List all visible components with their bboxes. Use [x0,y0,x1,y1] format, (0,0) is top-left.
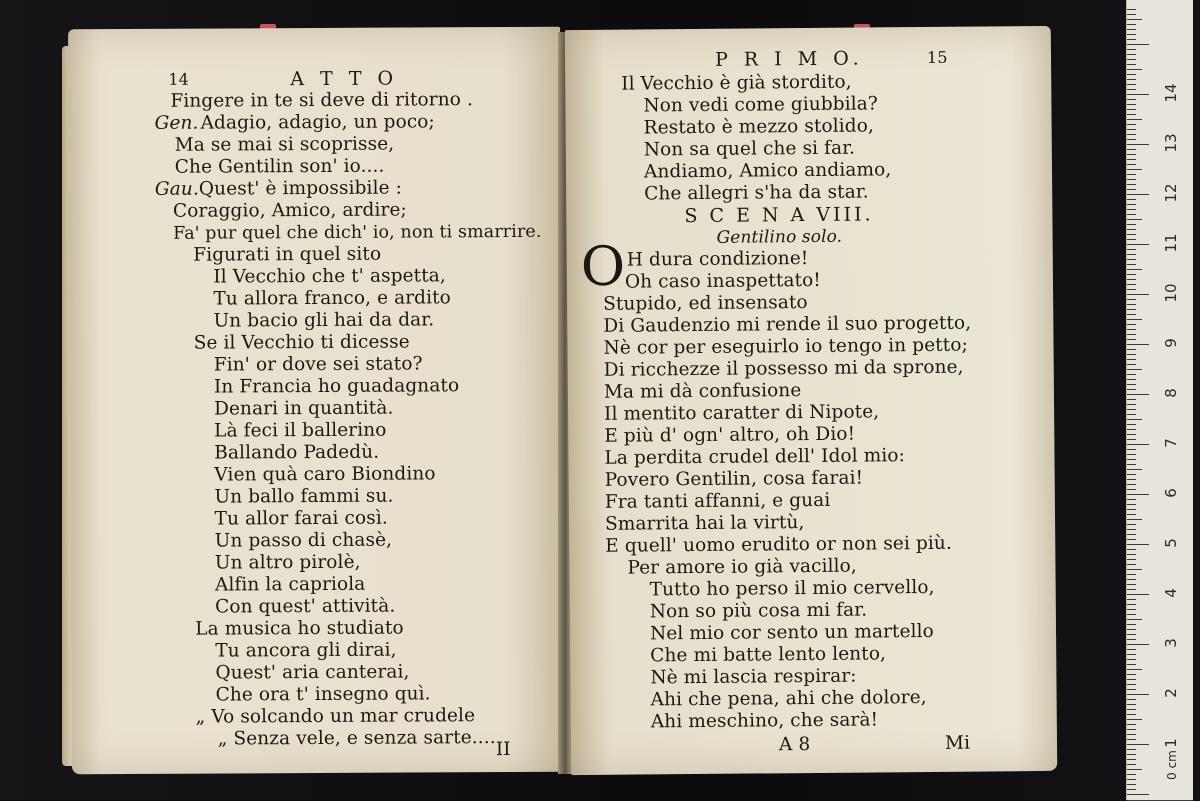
ruler-tick [1127,569,1142,570]
verse-line: Con quest' attività. [215,595,396,618]
ruler-tick [1127,159,1136,160]
ruler-tick [1127,534,1136,535]
ruler-tick [1127,64,1136,65]
ruler-tick [1127,224,1136,225]
left-page [68,27,564,775]
ruler-tick [1127,354,1136,355]
verse-line: Quest' è impossibile : [198,177,402,200]
ruler-tick [1127,39,1136,40]
ruler-tick [1127,99,1136,100]
ruler-tick [1127,579,1136,580]
ruler-tick [1127,49,1136,50]
verse-line: Nè mi lascia respirar: [650,665,857,689]
verse-line: Se il Vecchio ti dicesse [193,331,410,354]
verse-line: Un ballo fammi su. [214,485,394,508]
ruler-tick [1127,689,1136,690]
ruler-tick [1127,179,1136,180]
verse-line: Denari in quantità. [213,397,394,420]
verse-line: Fin' or dove sei stato? [213,353,423,376]
ruler-tick [1127,399,1136,400]
ruler-tick [1127,739,1136,740]
measuring-ruler [1126,0,1193,800]
ruler-tick [1127,449,1136,450]
ruler-number: 9 [1162,338,1180,348]
verse-line: Smarrita hai la virtù, [604,512,805,535]
scene-title: S C E N A VIII. [684,203,874,228]
ruler-tick [1127,199,1136,200]
open-book [62,28,1062,776]
verse-line: Ma se mai si scoprisse, [174,133,395,156]
ruler-tick [1127,604,1136,605]
verse-line: Tu allor farai così. [214,507,388,530]
ruler-tick [1127,289,1136,290]
ruler-tick [1127,744,1149,745]
ruler-tick [1127,314,1136,315]
ruler-tick [1127,349,1136,350]
verse-line: Quest' aria canterai, [215,661,410,684]
ruler-tick [1127,684,1136,685]
ruler-tick [1127,79,1136,80]
ruler-tick [1127,759,1136,760]
ruler-tick [1127,214,1136,215]
verse-line: Di ricchezze il possesso mi da sprone, [603,356,964,381]
ruler-tick [1127,529,1136,530]
ruler-number: 12 [1162,183,1180,203]
ruler-tick [1127,769,1142,770]
signature-mark: A 8 [778,734,811,756]
verse-line: Là feci il ballerino [214,419,387,442]
verse-line: „ Vo solcando un mar crudele [195,705,476,728]
verse-line: Un altro pirolè, [214,551,361,574]
ruler-number: 5 [1162,538,1180,548]
ruler-tick [1127,29,1136,30]
page-number-left: 14 [168,69,189,89]
ruler-tick [1127,444,1149,445]
ruler-tick [1127,139,1136,140]
ruler-tick [1127,264,1136,265]
ruler-tick [1127,734,1136,735]
ruler-tick [1127,494,1149,495]
ruler-tick [1127,504,1136,505]
ruler-tick [1127,274,1136,275]
ruler-tick [1127,259,1136,260]
ruler-tick [1127,514,1136,515]
ruler-number: 1 [1162,738,1180,748]
verse-line: E quell' uomo erudito or non sei più. [605,532,952,557]
ruler-tick [1127,134,1136,135]
ruler-tick [1127,599,1136,600]
ruler-tick [1127,609,1136,610]
ruler-number: 13 [1162,133,1180,153]
verse-line: Di Gaudenzio mi rende il suo progetto, [603,312,972,337]
verse-line: Povero Gentilin, cosa farai! [604,467,864,491]
verse-line: In Francia ho guadagnato [213,375,460,398]
verse-line: Per amore io già vacillo, [627,555,857,579]
ruler-tick [1127,489,1136,490]
ruler-tick [1127,89,1136,90]
ruler-tick [1127,249,1136,250]
ruler-tick [1127,589,1136,590]
verse-line: „ Senza vele, e senza sarte.... [217,727,496,750]
drop-cap: O [580,234,626,299]
ruler-tick [1127,479,1136,480]
ruler-number: 6 [1162,488,1180,498]
ruler-number: 4 [1162,588,1180,598]
ruler-tick [1127,74,1136,75]
ruler-tick [1127,594,1149,595]
ruler-tick [1127,299,1136,300]
ruler-tick [1127,69,1142,70]
ruler-tick [1127,119,1142,120]
ruler-tick [1127,144,1149,145]
verse-line: Figurati in quel sito [193,243,382,266]
ruler-tick [1127,544,1149,545]
ruler-tick [1127,429,1136,430]
verse-line: Stupido, ed insensato [603,292,808,315]
ruler-number: 8 [1162,388,1180,398]
ruler-tick [1127,549,1136,550]
ruler-tick [1127,109,1136,110]
ruler-number: 2 [1162,688,1180,698]
ruler-tick [1127,244,1149,245]
ruler-tick [1127,374,1136,375]
verse-line: Ma mi dà confusione [603,380,802,403]
verse-line: Il Vecchio è già stordito, [621,71,852,95]
verse-line: Un bacio gli hai da dar. [213,309,435,332]
ruler-tick [1127,434,1136,435]
scene-subtitle: Gentilino solo. [716,226,843,248]
ruler-tick [1127,709,1136,710]
ruler-tick [1127,424,1136,425]
ruler-tick [1127,649,1136,650]
right-page [565,26,1057,775]
ruler-tick [1127,719,1142,720]
ruler-tick [1127,319,1142,320]
ruler-tick [1127,364,1136,365]
ruler-tick [1127,704,1136,705]
verse-line: Restato è mezzo stolido, [643,115,874,139]
running-head-left: A T T O [290,67,399,91]
ruler-tick [1127,94,1149,95]
verse-line: Alfin la capriola [214,573,366,596]
ruler-tick [1127,679,1136,680]
ruler-tick [1127,114,1136,115]
ruler-tick [1127,174,1136,175]
verse-line: Fra tanti affanni, e guai [604,489,831,513]
ruler-tick [1127,784,1136,785]
ruler-tick [1127,644,1149,645]
ruler-tick [1127,639,1136,640]
ruler-tick [1127,154,1136,155]
ruler-tick [1127,564,1136,565]
verse-line: Che Gentilin son' io.... [174,155,385,178]
ruler-tick [1127,184,1136,185]
ruler-tick [1127,14,1136,15]
ruler-tick [1127,694,1149,695]
ruler-tick [1127,279,1136,280]
ruler-tick [1127,794,1149,795]
ruler-tick [1127,779,1136,780]
verse-line: Fingere in te si deve di ritorno . [170,89,473,112]
verse-line: La perdita crudel dell' Idol mio: [604,445,906,469]
verse-line: Il mentito caratter di Nipote, [604,401,880,425]
verse-line: Coraggio, Amico, ardire; [172,199,407,222]
ruler-number: 14 [1162,83,1180,103]
ruler-tick [1127,419,1142,420]
ruler-tick [1127,454,1136,455]
ruler-number: 7 [1162,438,1180,448]
verse-line: Oh caso inaspettato! [624,269,821,293]
ruler-tick [1127,389,1136,390]
verse-line: Nè cor per eseguirlo io tengo in petto; [603,334,968,359]
ruler-tick [1127,329,1136,330]
ruler-tick [1127,149,1136,150]
ruler-tick [1127,339,1136,340]
ruler-tick [1127,324,1136,325]
ruler-unit-label: 0 cm [1164,750,1179,780]
speaker-label: Gau. [154,178,199,200]
ruler-tick [1127,669,1142,670]
ruler-tick [1127,129,1136,130]
ruler-tick [1127,304,1136,305]
ruler-tick [1127,344,1149,345]
ruler-tick [1127,654,1136,655]
ruler-tick [1127,469,1142,470]
verse-line: Non vedi come giubbila? [643,93,878,117]
verse-line: Fa' pur quel che dich' io, non ti smarrire. [173,221,542,244]
ruler-tick [1127,9,1136,10]
ruler-tick [1127,614,1136,615]
ruler-number: 10 [1162,283,1180,303]
signature-mark: II [495,738,511,761]
ruler-tick [1127,764,1136,765]
verse-line: Un passo di chasè, [214,529,393,552]
ruler-tick [1127,194,1149,195]
ruler-tick [1127,24,1136,25]
ruler-tick [1127,219,1142,220]
ruler-tick [1127,724,1136,725]
ruler-tick [1127,464,1136,465]
ruler-tick [1127,254,1136,255]
ruler-tick [1127,379,1136,380]
verse-line: La musica ho studiato [195,617,404,640]
ruler-tick [1127,634,1136,635]
ruler-number: 3 [1162,638,1180,648]
ruler-tick [1127,659,1136,660]
ruler-tick [1127,269,1142,270]
ruler-tick [1127,294,1149,295]
verse-line: Non sa quel che si far. [643,137,856,161]
verse-line: Nel mio cor sento un martello [649,620,934,645]
ruler-tick [1127,409,1136,410]
ruler-tick [1127,699,1136,700]
ruler-tick [1127,124,1136,125]
ruler-tick [1127,164,1136,165]
ruler-tick [1127,574,1136,575]
ruler-tick [1127,484,1136,485]
ruler-tick [1127,539,1136,540]
ruler-tick [1127,334,1136,335]
ruler-tick [1127,359,1136,360]
ruler-tick [1127,189,1136,190]
verse-line: Tu ancora gli dirai, [215,639,397,662]
verse-line: Tu allora franco, e ardito [213,287,451,310]
page-number-right: 15 [926,47,948,67]
running-head-right: P R I M O. [714,47,864,71]
ruler-tick [1127,459,1136,460]
ruler-tick [1127,19,1142,20]
ruler-tick [1127,729,1136,730]
verse-line: Vien quà caro Biondino [214,463,436,486]
ruler-tick [1127,554,1136,555]
verse-line: Non so più cosa mi far. [649,599,868,623]
ruler-tick [1127,774,1136,775]
verse-line: Che mi batte lento lento, [650,643,887,667]
ruler-tick [1127,394,1149,395]
ruler-tick [1127,524,1136,525]
verse-line: Tutto ho perso il mio cervello, [649,576,935,601]
verse-line: Adagio, adagio, un poco; [200,111,435,134]
ruler-tick [1127,404,1136,405]
ruler-tick [1127,714,1136,715]
ruler-tick [1127,229,1136,230]
speaker-label: Gen. [154,112,199,134]
ruler-tick [1127,749,1136,750]
verse-line: Che allegri s'ha da star. [644,181,869,205]
verse-line: Il Vecchio che t' aspetta, [213,265,446,288]
ruler-tick [1127,59,1136,60]
ruler-tick [1127,629,1136,630]
ruler-tick [1127,499,1136,500]
verse-line: E più d' ogn' altro, oh Dio! [604,423,856,447]
ruler-tick [1127,619,1142,620]
ruler-tick [1127,84,1136,85]
ruler-tick [1127,284,1136,285]
ruler-tick [1127,104,1136,105]
ruler-tick [1127,519,1142,520]
verse-line: H dura condizione! [626,248,809,271]
ruler-tick [1127,169,1142,170]
verse-line: Che ora t' insegno quì. [215,683,431,706]
ruler-tick [1127,624,1136,625]
ruler-tick [1127,54,1136,55]
ruler-tick [1127,584,1136,585]
catchword: Mi [944,732,971,754]
ruler-tick [1127,439,1136,440]
ruler-tick [1127,509,1136,510]
ruler-tick [1127,209,1136,210]
verse-line: Andiamo, Amico andiamo, [643,159,892,183]
verse-line: Ballando Padedù. [214,441,380,464]
ruler-tick [1127,44,1149,45]
ruler-tick [1127,239,1136,240]
ruler-tick [1127,234,1136,235]
ruler-tick [1127,789,1136,790]
ruler-tick [1127,414,1136,415]
ruler-tick [1127,204,1136,205]
ruler-tick [1127,384,1136,385]
ruler-tick [1127,309,1136,310]
ruler-number: 11 [1162,233,1180,253]
ruler-tick [1127,34,1136,35]
verse-line: Ahi che pena, ahi che dolore, [650,687,927,711]
ruler-tick [1127,369,1142,370]
ruler-tick [1127,664,1136,665]
ruler-tick [1127,754,1136,755]
ruler-tick [1127,559,1136,560]
verse-line: Ahi meschino, che sarà! [650,709,879,733]
ruler-tick [1127,674,1136,675]
ruler-tick [1127,474,1136,475]
